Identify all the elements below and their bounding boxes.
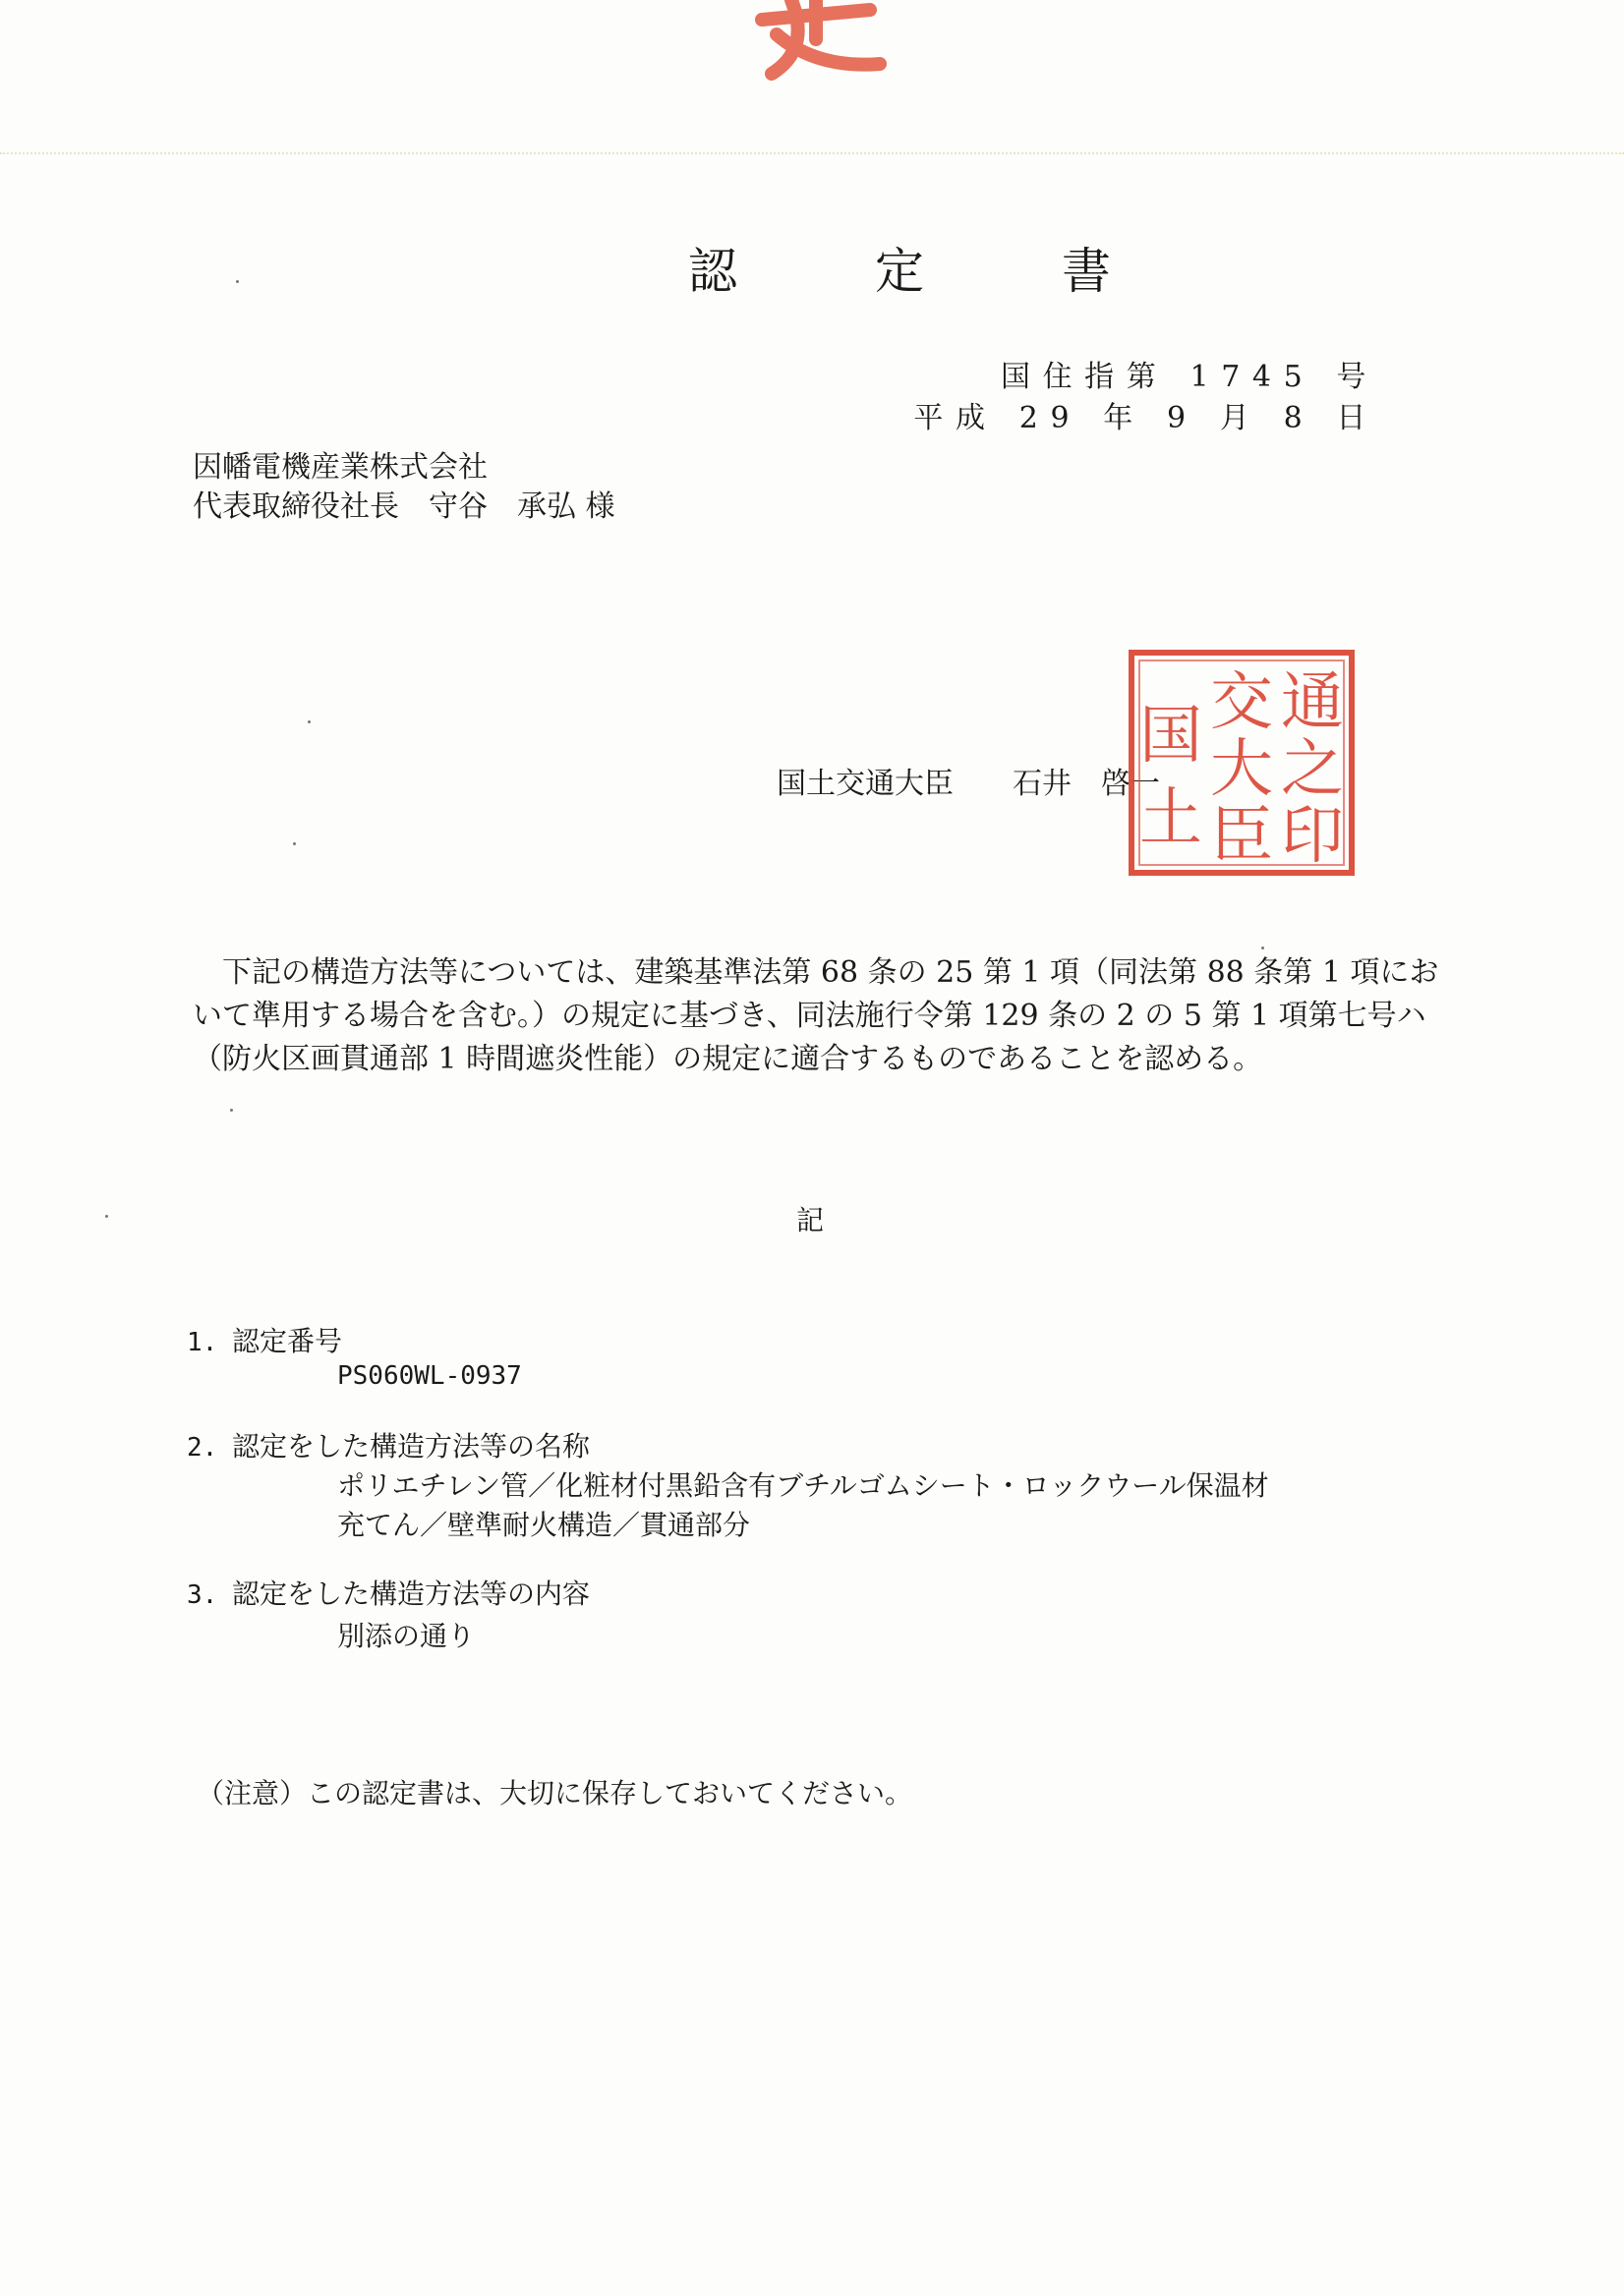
svg-text:土: 土 <box>1139 782 1202 855</box>
svg-text:臣: 臣 <box>1210 800 1273 873</box>
item-number: 1. <box>187 1328 218 1357</box>
structure-content: 別添の通り <box>337 1620 476 1652</box>
svg-text:通: 通 <box>1281 666 1344 739</box>
body-line: 下記の構造方法等については、建築基準法第 68 条の 25 第 1 項（同法第 88 条第 1 項にお <box>193 955 1439 990</box>
body-line: （防火区画貫通部 1 時間遮炎性能）の規定に適合するものであることを認める。 <box>193 1042 1263 1076</box>
issuer-name: 石井 啓一 <box>1013 767 1160 801</box>
svg-text:大: 大 <box>1210 733 1273 806</box>
issuer-title: 国土交通大臣 <box>777 767 954 801</box>
structure-name-line-1: ポリエチレン管／化粧材付黒鉛含有ブチルゴムシート・ロックウール保温材 <box>337 1469 1269 1502</box>
scan-speck <box>308 720 311 723</box>
body-paragraph <box>193 951 1439 1081</box>
scan-speck <box>1261 947 1264 949</box>
ki-heading: 記 <box>796 1204 825 1236</box>
structure-name-line-2: 充てん／壁準耐火構造／貫通部分 <box>337 1509 751 1541</box>
item-2-heading <box>187 1425 590 1464</box>
official-seal <box>1126 647 1358 879</box>
item-1-heading <box>187 1320 342 1359</box>
svg-text:印: 印 <box>1281 800 1344 873</box>
header-dotted-line <box>0 152 1624 154</box>
svg-text:国: 国 <box>1139 700 1202 773</box>
issue-date: 平成 29 年 9 月 8 日 <box>913 401 1378 435</box>
item-heading-text: 認定番号 <box>232 1325 343 1357</box>
svg-text:之: 之 <box>1281 733 1344 806</box>
recipient-person: 代表取締役社長 守谷 承弘 様 <box>193 489 615 524</box>
item-3-heading <box>187 1573 590 1612</box>
document-title: 認 定 書 <box>688 243 1155 300</box>
item-number: 3. <box>187 1580 218 1610</box>
scan-speck <box>293 842 296 845</box>
svg-text:交: 交 <box>1210 666 1273 739</box>
document-number: 国住指第 1745 号 <box>1000 360 1378 394</box>
issuer-block <box>777 759 1160 802</box>
recipient-company: 因幡電機産業株式会社 <box>193 450 488 485</box>
scan-speck <box>236 280 239 283</box>
item-heading-text: 認定をした構造方法等の名称 <box>232 1430 591 1463</box>
top-stamp-fragment <box>732 0 899 88</box>
item-number: 2. <box>187 1433 218 1463</box>
scan-speck <box>105 1215 108 1218</box>
notice-text: （注意）この認定書は、大切に保存しておいてください。 <box>197 1777 913 1809</box>
item-heading-text: 認定をした構造方法等の内容 <box>232 1578 591 1610</box>
scan-speck <box>230 1109 233 1112</box>
certification-number: PS060WL-0937 <box>337 1361 522 1391</box>
body-line: いて準用する場合を含む。）の規定に基づき、同法施行令第 129 条の 2 の 5 第 1 項第七号ハ <box>193 999 1426 1033</box>
